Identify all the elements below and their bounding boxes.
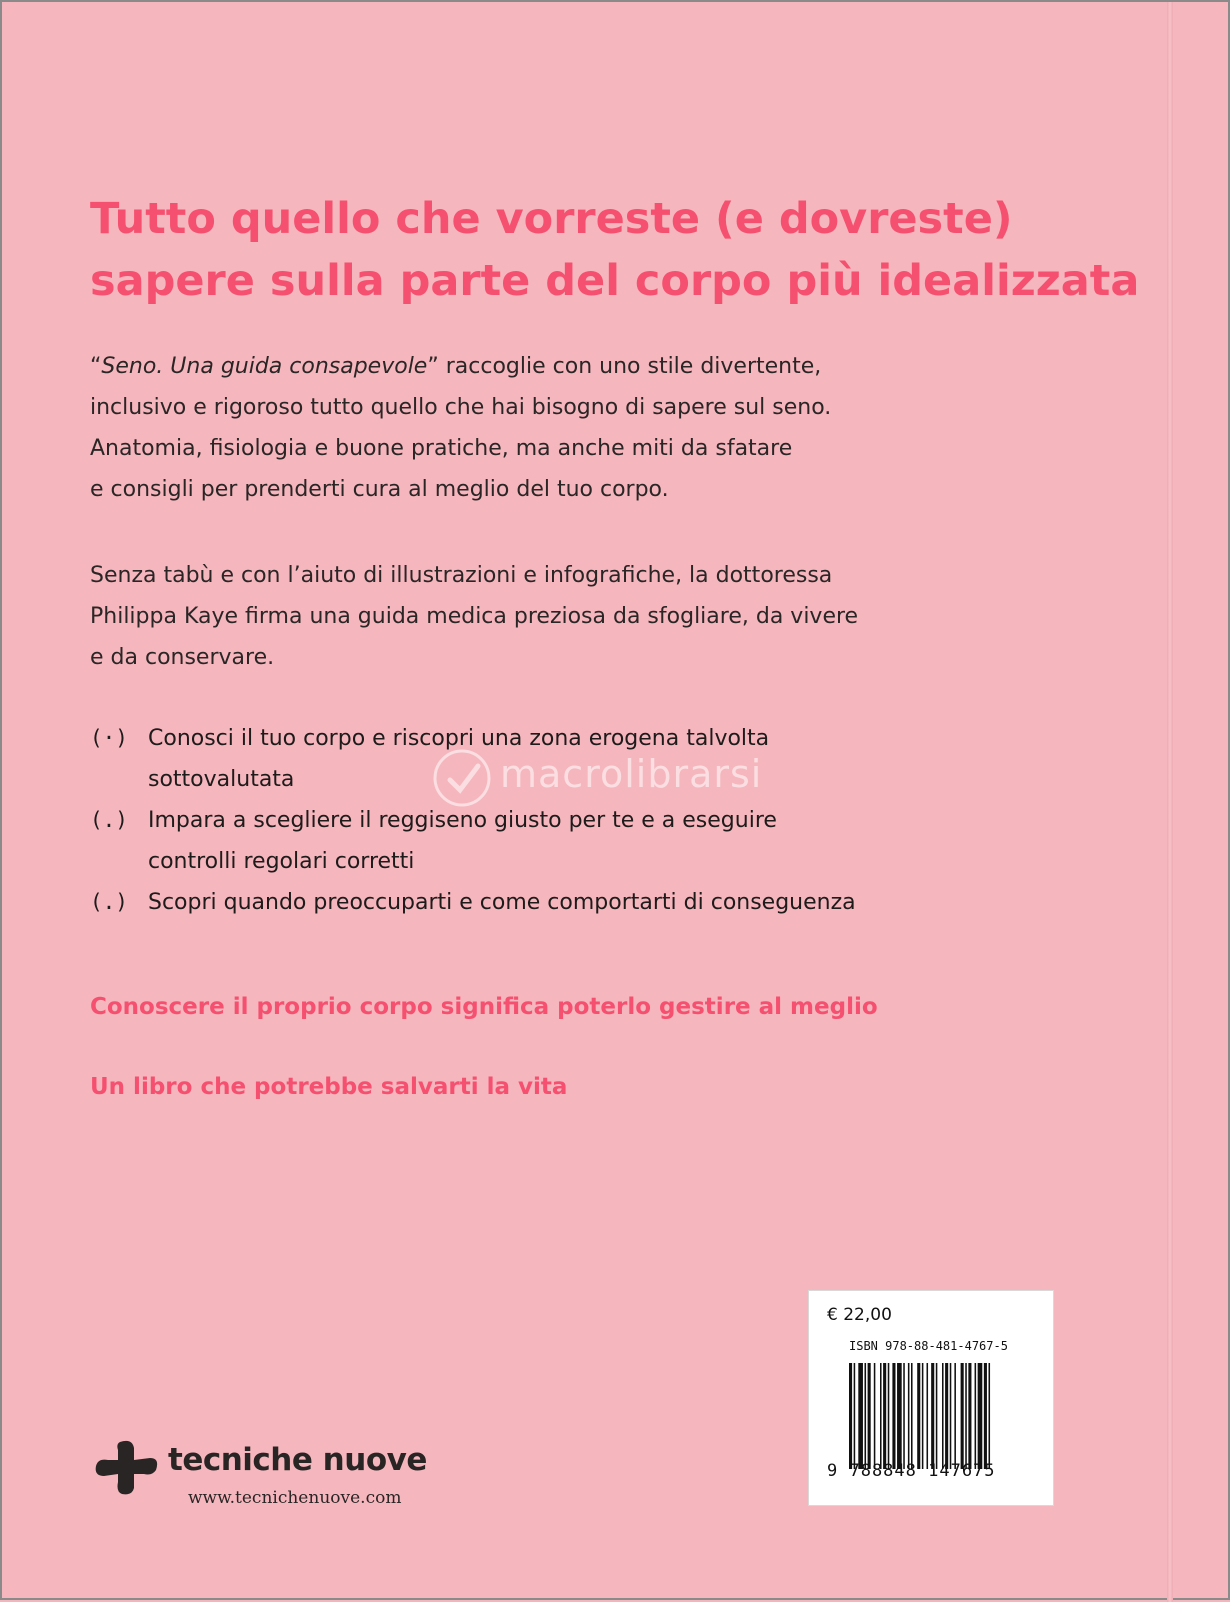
paragraph-2-line-3: e da conservare. [90, 645, 275, 670]
barcode-bar [897, 1363, 902, 1469]
price: € 22,00 [827, 1305, 892, 1325]
paragraph-1-line-3: Anatomia, fisiologia e buone pratiche, ma anche miti da sfatare [90, 436, 793, 461]
watermark [430, 744, 830, 814]
publisher-url: www.tecnichenuove.com [188, 1488, 402, 1508]
barcode-bar [868, 1363, 871, 1469]
barcode-bar [880, 1363, 882, 1469]
list-item-line-1: Conosci il tuo corpo e riscopri una zona erogena talvolta [148, 726, 770, 751]
barcode-bar [849, 1363, 852, 1469]
price-barcode-sticker [808, 1290, 1054, 1506]
description-paragraph-2 [90, 555, 990, 678]
bullet-mark: (·) [90, 726, 128, 750]
barcode-bar [965, 1363, 967, 1469]
publisher-block [94, 1434, 454, 1524]
barcode-bar [978, 1363, 983, 1469]
barcode-bar [903, 1363, 905, 1469]
barcode-bar [961, 1363, 964, 1469]
paragraph-1-line-1-rest: raccoglie con uno stile divertente, [438, 354, 822, 379]
isbn: ISBN 978-88-481-4767-5 [849, 1339, 1008, 1353]
ean-digits: 9 788848 147675 [827, 1461, 996, 1481]
barcode [849, 1363, 1045, 1469]
description-paragraph-1 [90, 346, 990, 510]
barcode-bar [874, 1363, 876, 1469]
barcode-bar [865, 1363, 867, 1469]
barcode-bar [968, 1363, 971, 1469]
list-item-line-2: controlli regolari corretti [148, 849, 415, 874]
barcode-bar [883, 1363, 886, 1469]
barcode-bar [908, 1363, 910, 1469]
tagline-1: Conoscere il proprio corpo significa poterlo gestire al meglio [90, 994, 878, 1020]
list-item-line-2: sottovalutata [148, 767, 295, 792]
headline-line-2: sapere sulla parte del corpo più idealizzata [90, 256, 1140, 306]
quote-close: ” [427, 354, 439, 379]
headline [90, 188, 1170, 312]
list-item-line-1: Impara a scegliere il reggiseno giusto per te e a eseguire [148, 808, 777, 833]
book-title-italic: Seno. Una guida consapevole [101, 354, 428, 379]
list-item [90, 882, 990, 923]
barcode-bar [917, 1363, 920, 1469]
barcode-bar [922, 1363, 924, 1469]
barcode-bar [989, 1363, 991, 1469]
barcode-bar [858, 1363, 863, 1469]
barcode-bar [954, 1363, 956, 1469]
barcode-bar [892, 1363, 895, 1469]
paragraph-1-line-1 [90, 346, 990, 387]
publisher-name: tecniche nuove [168, 1442, 427, 1478]
barcode-bar [945, 1363, 948, 1469]
bullet-mark: (.) [90, 890, 128, 914]
bullet-mark: (.) [90, 808, 128, 832]
quote-open: “ [90, 354, 102, 379]
barcode-bar [975, 1363, 977, 1469]
barcode-bar [984, 1363, 987, 1469]
barcode-bar [936, 1363, 938, 1469]
list-item-line-1: Scopri quando preoccuparti e come comportarti di conseguenza [148, 890, 856, 915]
watermark-text: macrolibrarsi [500, 752, 763, 796]
barcode-bar [888, 1363, 890, 1469]
tagline-2: Un libro che potrebbe salvarti la vita [90, 1074, 568, 1100]
barcode-bar [942, 1363, 944, 1469]
paragraph-2-line-2: Philippa Kaye firma una guida medica preziosa da sfogliare, da vivere [90, 604, 859, 629]
paragraph-1-line-2: inclusivo e rigoroso tutto quello che hai bisogno di sapere sul seno. [90, 395, 832, 420]
paragraph-1-line-4: e consigli per prenderti cura al meglio del tuo corpo. [90, 477, 669, 502]
cross-logo-icon [94, 1438, 160, 1496]
barcode-bar [854, 1363, 856, 1469]
watermark-logo-icon [430, 746, 494, 810]
barcode-bar [950, 1363, 952, 1469]
barcode-bar [931, 1363, 934, 1469]
headline-line-1: Tutto quello che vorreste (e dovreste) [90, 194, 1013, 244]
paragraph-2-line-1: Senza tabù e con l’aiuto di illustrazioni e infografiche, la dottoressa [90, 563, 833, 588]
barcode-bar [911, 1363, 913, 1469]
barcode-bar [927, 1363, 929, 1469]
